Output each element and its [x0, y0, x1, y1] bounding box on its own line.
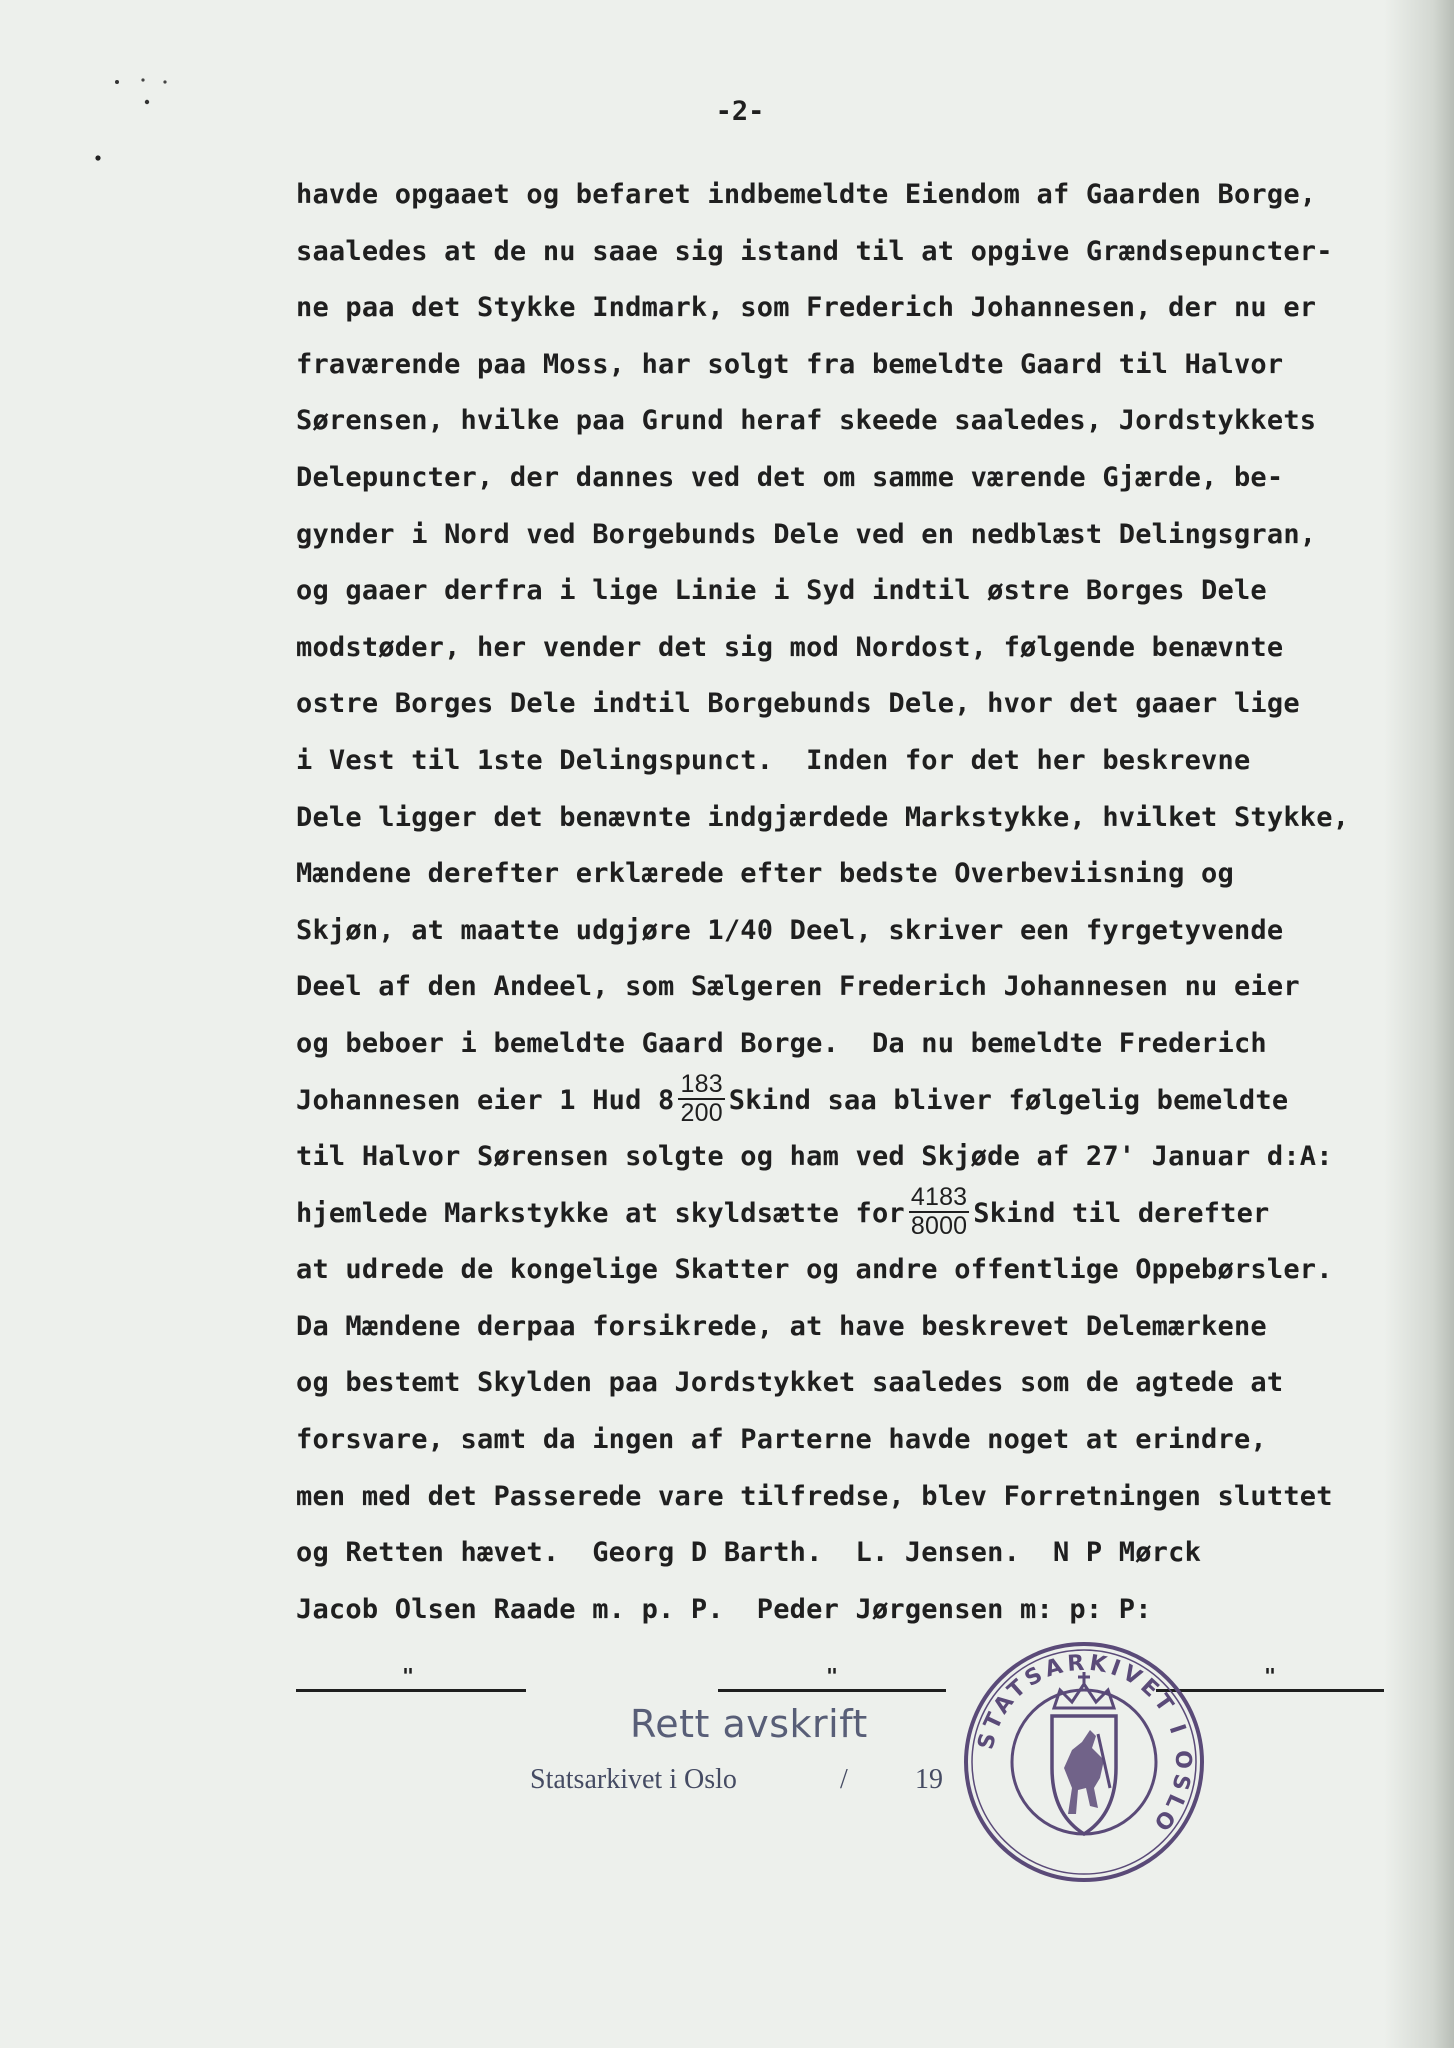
fraction-183-200: [678, 1072, 724, 1126]
text-line: modstøder, her vender det sig mod Nordost, følgende benævnte: [296, 631, 1284, 663]
fraction-2-denominator: 8000: [910, 1212, 968, 1241]
fraction-1-denominator: 200: [680, 1099, 723, 1127]
text-line: Deel af den Andeel, som Sælgeren Frederich Johannesen nu eier: [296, 971, 1300, 1003]
closing-lines: [296, 1242, 1426, 1638]
text-line: ne paa det Stykke Indmark, som Frederich Johannesen, der nu er: [296, 292, 1317, 324]
archive-seal-icon: [960, 1638, 1208, 1886]
text-line: Sørensen, hvilke paa Grund heraf skeede saaledes, Jordstykkets: [296, 405, 1317, 437]
text-line: Da Mændene derpaa forsikrede, at have beskrevet Delemærkene: [296, 1310, 1267, 1342]
signature-rule-left: [296, 1689, 526, 1692]
text-line: havde opgaaet og befaret indbemeldte Eiendom af Gaarden Borge,: [296, 179, 1317, 210]
fraction-line-2: [296, 1183, 1426, 1243]
paragraph-lines: [296, 167, 1426, 1073]
text-line: og bestemt Skylden paa Jordstykket saaledes som de agtede at: [296, 1367, 1284, 1399]
text-line: og beboer i bemeldte Gaard Borge. Da nu bemeldte Frederich: [296, 1027, 1267, 1059]
text-line: ostre Borges Dele indtil Borgebunds Dele, hvor det gaaer lige: [296, 688, 1300, 720]
paper-specks: [95, 70, 195, 170]
text-line: og gaaer derfra i lige Linie i Syd indtil østre Borges Dele: [296, 575, 1267, 607]
text-line: og Retten hævet. Georg D Barth. L. Jensen. N P Mørck: [296, 1537, 1202, 1569]
fraction-line-2-before: hjemlede Markstykke at skyldsætte for: [296, 1197, 905, 1229]
ditto-mark-center: ": [826, 1664, 839, 1688]
fraction-line-1-before: Johannesen eier 1 Hud 8: [296, 1084, 675, 1116]
stamp-year: 19: [915, 1764, 943, 1795]
text-line: men med det Passerede vare tilfredse, blev Forretningen sluttet: [296, 1480, 1333, 1512]
text-line: at udrede de kongelige Skatter og andre offentlige Oppebørsler.: [296, 1254, 1333, 1286]
fraction-line-1: [296, 1070, 1426, 1130]
seal-text: STATSARKIVET I OSLO: [973, 1650, 1196, 1838]
text-line: saaledes at de nu saae sig istand til at opgive Grændsepuncter-: [296, 235, 1333, 267]
text-line: Dele ligger det benævnte indgjærdede Markstykke, hvilket Stykke,: [296, 801, 1350, 833]
text-line: fraværende paa Moss, har solgt fra bemeldte Gaard til Halvor: [296, 348, 1284, 380]
page-number: -2-: [715, 96, 765, 127]
text-line: til Halvor Sørensen solgte og ham ved Skjøde af 27' Januar d:A:: [296, 1141, 1333, 1173]
signature-rule-center: [718, 1689, 946, 1692]
fraction-4183-8000: [909, 1185, 969, 1239]
ditto-mark-right: ": [1264, 1664, 1277, 1688]
fraction-1-numerator: 183: [680, 1070, 723, 1098]
fraction-2-numerator: 4183: [910, 1183, 968, 1212]
text-line: Jacob Olsen Raade m. p. P. Peder Jørgensen m: p: P:: [296, 1593, 1152, 1625]
text-line: Skjøn, at maatte udgjøre 1/40 Deel, skriver een fyrgetyvende: [296, 914, 1284, 946]
ditto-mark-left: ": [402, 1664, 415, 1688]
fraction-line-2-after: Skind til derefter: [973, 1197, 1270, 1229]
stamp-slash: /: [840, 1764, 848, 1795]
text-line: Delepuncter, der dannes ved det om samme værende Gjærde, be-: [296, 461, 1284, 493]
stamp-institution: Statsarkivet i Oslo: [530, 1764, 737, 1795]
document-body: [296, 167, 1426, 1638]
text-line: gynder i Nord ved Borgebunds Dele ved en nedblæst Delingsgran,: [296, 518, 1317, 550]
fraction-line-1-after: Skind saa bliver følgelig bemeldte: [728, 1084, 1289, 1116]
text-line: forsvare, samt da ingen af Parterne havde noget at erindre,: [296, 1424, 1267, 1456]
text-line: Mændene derefter erklærede efter bedste Overbeviisning og: [296, 858, 1234, 890]
stamp-title: Rett avskrift: [630, 1702, 868, 1746]
text-line: i Vest til 1ste Delingspunct. Inden for det her beskrevne: [296, 744, 1251, 776]
